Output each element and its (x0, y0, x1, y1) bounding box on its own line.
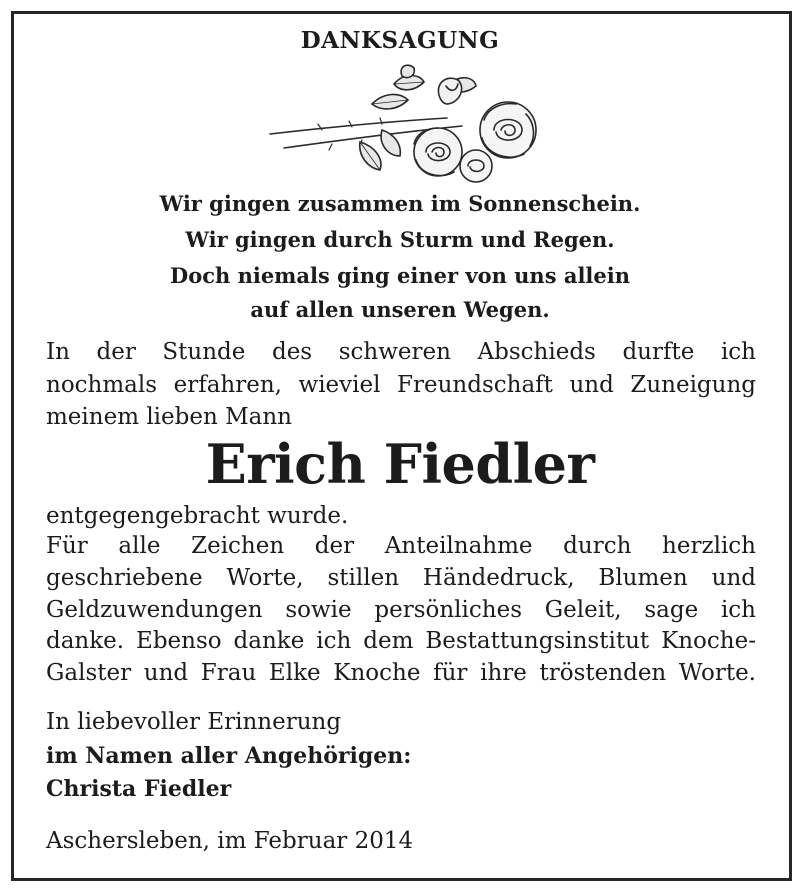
body-line: Geldzuwendungen sowie persönliches Geleit, sage ich (46, 597, 756, 623)
poem-line: Doch niemals ging einer von uns allein (169, 263, 631, 288)
poem-line: auf allen unseren Wegen. (250, 297, 550, 322)
place-date: Aschersleben, im Februar 2014 (46, 828, 414, 854)
on-behalf-line: im Namen aller Angehörigen: (46, 743, 412, 769)
body-line: danke. Ebenso danke ich dem Bestattungsinstitut Knoche- (46, 628, 756, 654)
signer-name: Christa Fiedler (46, 776, 232, 802)
body-line: entgegengebracht wurde. (46, 503, 349, 529)
intro-line: In der Stunde des schweren Abschieds durfte ich (46, 339, 756, 365)
remembrance-line: In liebevoller Erinnerung (46, 709, 342, 735)
body-line: geschriebene Worte, stillen Händedruck, Blumen und (46, 565, 756, 591)
body-line: Galster und Frau Elke Knoche für ihre tröstenden Worte. (46, 660, 756, 686)
deceased-name: Erich Fiedler (205, 432, 595, 496)
intro-line: nochmals erfahren, wieviel Freundschaft und Zuneigung (46, 372, 756, 398)
poem-line: Wir gingen durch Sturm und Regen. (185, 227, 615, 252)
body-line: Für alle Zeichen der Anteilnahme durch herzlich (46, 533, 756, 559)
notice-heading: DANKSAGUNG (300, 27, 500, 54)
poem-line: Wir gingen zusammen im Sonnenschein. (159, 191, 641, 216)
intro-line: meinem lieben Mann (46, 404, 292, 430)
rose-illustration (262, 64, 544, 190)
